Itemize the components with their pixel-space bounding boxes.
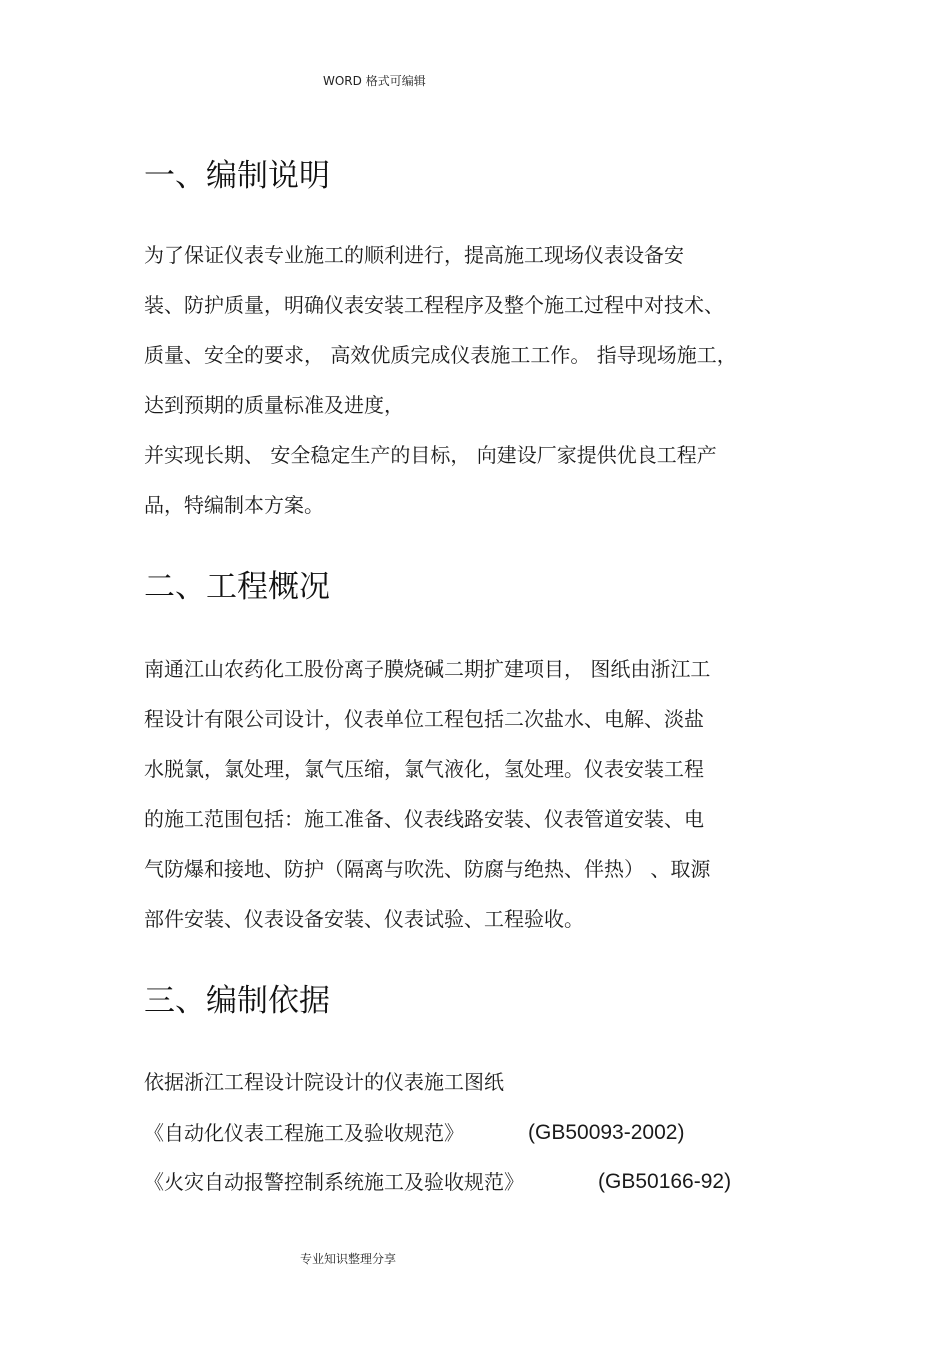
section-1-line-2: 装、防护质量，明确仪表安装工程程序及整个施工过程中对技术、 [144,293,724,317]
reference-name-2: 《火灾自动报警控制系统施工及验收规范》 [144,1170,524,1194]
section-3-intro: 依据浙江工程设计院设计的仪表施工图纸 [144,1070,504,1094]
section-1-line-1: 为了保证仪表专业施工的顺利进行，提高施工现场仪表设备安 [144,243,684,267]
section-2-line-6: 部件安装、仪表设备安装、仪表试验、工程验收。 [144,907,584,931]
section-2-line-3: 水脱氯，氯处理，氯气压缩，氯气液化，氢处理。仪表安装工程 [144,757,704,781]
section-2-line-4: 的施工范围包括：施工准备、仪表线路安装、仪表管道安装、电 [144,807,704,831]
reference-name-1: 《自动化仪表工程施工及验收规范》 [144,1121,464,1145]
section-2-line-1: 南通江山农药化工股份离子膜烧碱二期扩建项目， 图纸由浙江工 [144,657,711,681]
reference-code-1: (GB50093-2002) [528,1121,685,1144]
section-title-1: 一、编制说明 [144,158,330,194]
section-title-2: 二、工程概况 [144,569,330,605]
reference-item-2 [144,1168,732,1196]
section-1-line-6: 品，特编制本方案。 [144,493,324,517]
reference-item-1 [144,1119,685,1147]
section-1-line-5: 并实现长期、 安全稳定生产的目标， 向建设厂家提供优良工程产 [144,443,717,467]
footer-note: 专业知识整理分享 [300,1252,397,1266]
header-note: WORD 格式可编辑 [323,74,426,88]
section-2-line-2: 程设计有限公司设计，仪表单位工程包括二次盐水、电解、淡盐 [144,707,704,731]
reference-code-2: (GB50166-92) [598,1170,732,1193]
section-title-3: 三、编制依据 [144,983,330,1019]
section-1-line-3: 质量、安全的要求， 高效优质完成仪表施工工作。 指导现场施工， [144,343,737,367]
section-2-line-5: 气防爆和接地、防护（隔离与吹洗、防腐与绝热、伴热） 、取源 [144,857,711,881]
section-1-line-4: 达到预期的质量标准及进度， [144,393,404,417]
